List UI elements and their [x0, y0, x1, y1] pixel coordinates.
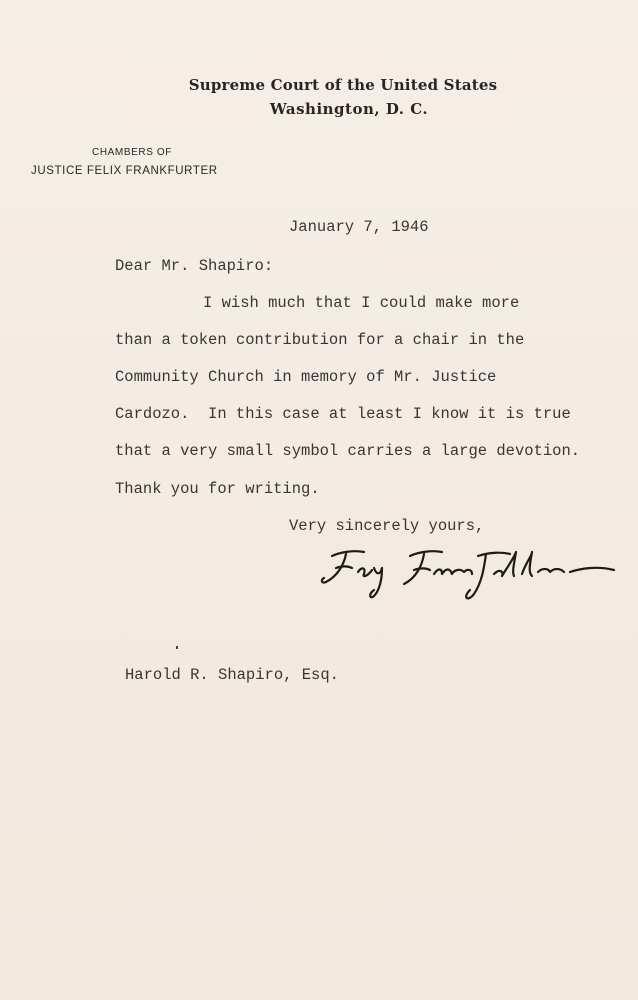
handwritten-signature	[318, 538, 618, 608]
body-line: I wish much that I could make more	[203, 294, 520, 312]
chambers-justice-name: JUSTICE FELIX FRANKFURTER	[31, 165, 218, 177]
chambers-label: CHAMBERS OF	[92, 147, 172, 158]
closing: Very sincerely yours,	[289, 517, 485, 535]
letterhead-city: Washington, D. C.	[269, 100, 429, 118]
body-line: Cardozo. In this case at least I know it is true	[115, 405, 571, 423]
stray-ink-mark	[176, 646, 178, 649]
body-line: that a very small symbol carries a large devotion.	[115, 442, 581, 460]
body-line: Thank you for writing.	[115, 480, 320, 498]
body-line: Community Church in memory of Mr. Justice	[115, 368, 497, 386]
body-line: than a token contribution for a chair in the	[115, 331, 525, 349]
recipient-name: Harold R. Shapiro, Esq.	[125, 666, 339, 684]
salutation: Dear Mr. Shapiro:	[115, 257, 274, 275]
letterhead-court-name: Supreme Court of the United States	[188, 76, 498, 94]
letter-date: January 7, 1946	[289, 218, 429, 236]
